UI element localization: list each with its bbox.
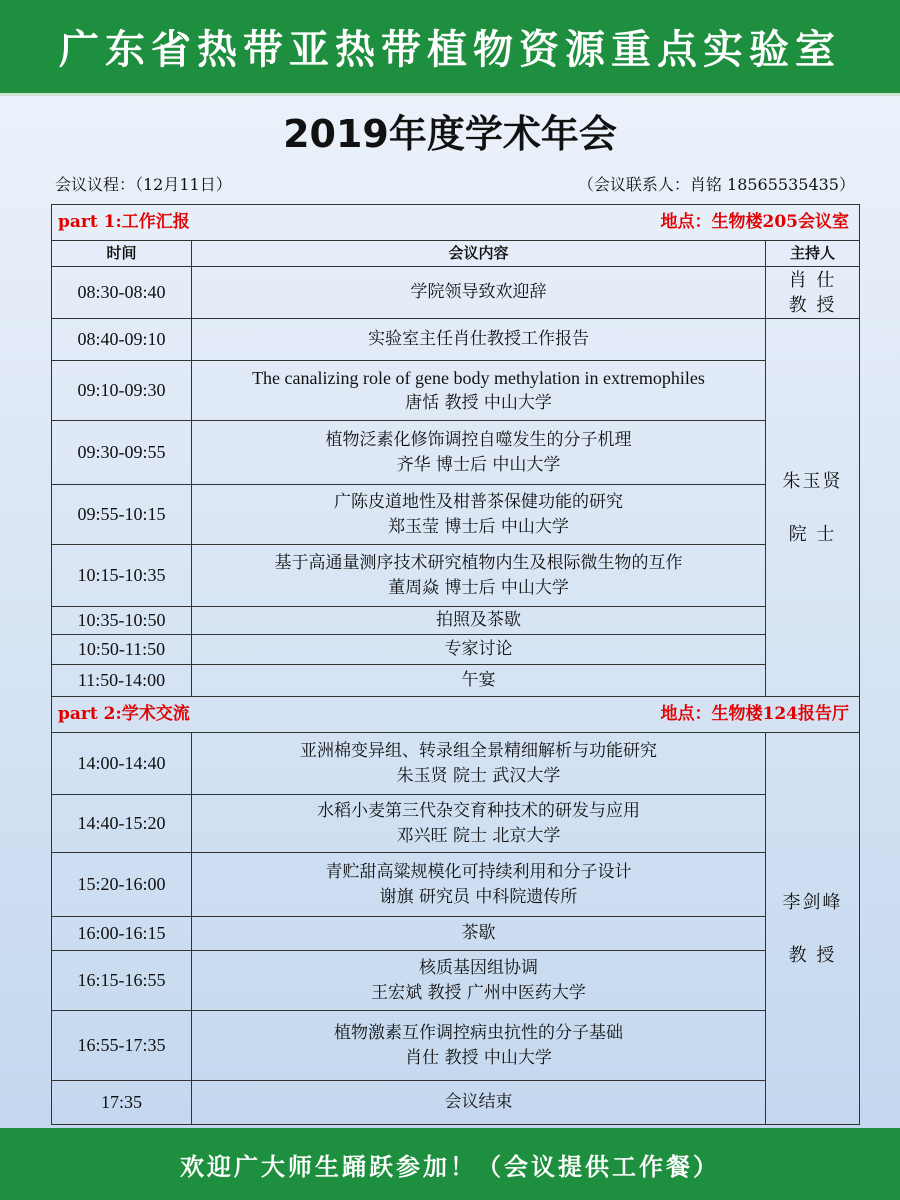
part1-label: part 1:工作汇报 — [58, 212, 190, 232]
talk-title: 亚洲棉变异组、转录组全景精细解析与功能研究 — [300, 740, 657, 761]
agenda-date-label: 会议议程：（12月11日） — [55, 175, 232, 194]
part2-header-row — [52, 697, 860, 733]
row-time: 08:40-09:10 — [52, 319, 192, 361]
row-time: 14:00-14:40 — [52, 733, 192, 795]
talk-title: 午宴 — [461, 670, 496, 690]
row-content — [192, 485, 766, 545]
talk-title: 专家讨论 — [444, 639, 513, 659]
speaker: 朱玉贤 院士 武汉大学 — [396, 765, 561, 786]
talk-title: 水稻小麦第三代杂交育种技术的研发与应用 — [317, 800, 640, 821]
talk-title: 青贮甜高粱规模化可持续利用和分子设计 — [325, 861, 632, 882]
table-row — [52, 545, 860, 607]
table-row — [52, 665, 860, 697]
talk-title: 植物泛素化修饰调控自噬发生的分子机理 — [325, 429, 632, 450]
host-name: 李剑峰 — [782, 891, 843, 913]
table-row — [52, 951, 860, 1011]
meta-row — [55, 172, 855, 195]
column-header-content: 会议内容 — [192, 241, 766, 267]
top-banner — [0, 0, 900, 96]
row-content — [192, 917, 766, 951]
row-content — [192, 665, 766, 697]
contact-info: （会议联系人：肖铭 18565535435） — [577, 175, 855, 194]
table-row — [52, 795, 860, 853]
table-row — [52, 361, 860, 421]
row-content — [192, 421, 766, 485]
row-content — [192, 267, 766, 319]
row-content — [192, 951, 766, 1011]
footer-text: 欢迎广大师生踊跃参加！（会议提供工作餐） — [180, 1152, 720, 1181]
table-row — [52, 1081, 860, 1125]
row-time: 14:40-15:20 — [52, 795, 192, 853]
part2-location: 地点：生物楼124报告厅 — [660, 704, 850, 724]
row-time: 10:35-10:50 — [52, 607, 192, 635]
host-name: 朱玉贤 — [782, 470, 843, 492]
row-content — [192, 545, 766, 607]
column-header-time: 时间 — [52, 241, 192, 267]
row-time: 08:30-08:40 — [52, 267, 192, 319]
table-row — [52, 733, 860, 795]
talk-title: 基于高通量测序技术研究植物内生及根际微生物的互作 — [274, 552, 683, 573]
row-time: 10:15-10:35 — [52, 545, 192, 607]
part2-label: part 2:学术交流 — [58, 704, 190, 724]
table-row — [52, 1011, 860, 1081]
speaker: 谢旗 研究员 中科院遗传所 — [379, 886, 578, 907]
host-cell — [766, 319, 860, 697]
part1-location: 地点：生物楼205会议室 — [660, 212, 850, 232]
host-title: 教 授 — [788, 944, 837, 966]
speaker: 齐华 博士后 中山大学 — [396, 454, 561, 475]
speaker: 肖仕 教授 中山大学 — [405, 1047, 552, 1068]
part1-header-row — [52, 205, 860, 241]
talk-title: 学院领导致欢迎辞 — [410, 282, 547, 302]
table-row — [52, 607, 860, 635]
talk-title: 广陈皮道地性及柑普茶保健功能的研究 — [334, 491, 623, 512]
row-time: 09:10-09:30 — [52, 361, 192, 421]
row-time: 16:55-17:35 — [52, 1011, 192, 1081]
talk-title: 实验室主任肖仕教授工作报告 — [368, 329, 589, 349]
talk-title: The canalizing role of gene body methylation in extremophiles — [252, 367, 705, 388]
talk-title: 会议结束 — [444, 1092, 513, 1112]
row-time: 17:35 — [52, 1081, 192, 1125]
talk-title: 茶歇 — [461, 923, 496, 943]
row-time: 09:55-10:15 — [52, 485, 192, 545]
row-content — [192, 853, 766, 917]
talk-title: 植物激素互作调控病虫抗性的分子基础 — [334, 1022, 623, 1043]
row-time: 16:15-16:55 — [52, 951, 192, 1011]
table-row — [52, 421, 860, 485]
column-header-row — [52, 241, 860, 267]
table-row — [52, 917, 860, 951]
page-title: 2019年度学术年会 — [283, 112, 617, 156]
speaker: 郑玉莹 博士后 中山大学 — [388, 516, 569, 537]
row-content — [192, 361, 766, 421]
speaker: 王宏斌 教授 广州中医药大学 — [371, 982, 586, 1003]
host-title: 教 授 — [788, 294, 837, 316]
host-cell — [766, 733, 860, 1125]
table-row — [52, 635, 860, 665]
row-content — [192, 319, 766, 361]
column-header-host: 主持人 — [766, 241, 860, 267]
speaker: 董周焱 博士后 中山大学 — [388, 577, 569, 598]
table-row — [52, 485, 860, 545]
row-content — [192, 607, 766, 635]
speaker: 邓兴旺 院士 北京大学 — [396, 825, 561, 846]
host-title: 院 士 — [788, 523, 837, 545]
host-name: 肖 仕 — [788, 269, 837, 291]
row-content — [192, 1011, 766, 1081]
table-row — [52, 853, 860, 917]
row-time: 09:30-09:55 — [52, 421, 192, 485]
row-content — [192, 733, 766, 795]
row-time: 11:50-14:00 — [52, 665, 192, 697]
table-row — [52, 267, 860, 319]
row-content — [192, 635, 766, 665]
agenda-table — [51, 204, 860, 1125]
bottom-banner — [0, 1128, 900, 1200]
talk-title: 核质基因组协调 — [419, 957, 538, 978]
row-time: 15:20-16:00 — [52, 853, 192, 917]
talk-title: 拍照及茶歇 — [436, 610, 521, 630]
banner-title: 广东省热带亚热带植物资源重点实验室 — [59, 27, 841, 73]
row-content — [192, 1081, 766, 1125]
speaker: 唐恬 教授 中山大学 — [405, 392, 552, 413]
host-cell — [766, 267, 860, 319]
row-time: 10:50-11:50 — [52, 635, 192, 665]
row-content — [192, 795, 766, 853]
row-time: 16:00-16:15 — [52, 917, 192, 951]
table-row — [52, 319, 860, 361]
